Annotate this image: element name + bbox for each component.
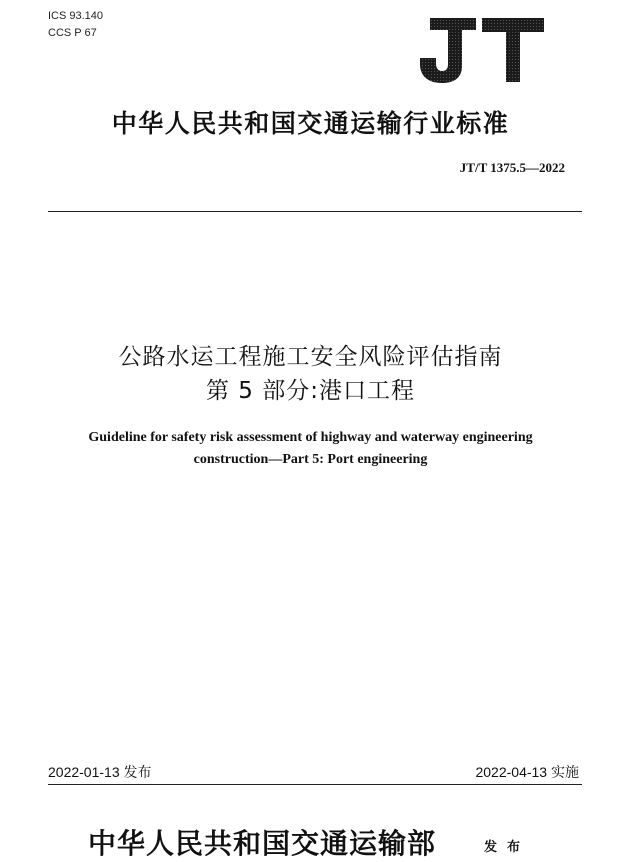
publisher-suffix: 发布: [484, 840, 531, 855]
title-en-line1: Guideline for safety risk assessment of highway and waterway engineering: [88, 430, 533, 445]
jt-logo-text: JT: [418, 16, 419, 17]
ccs-code: CCS P 67: [48, 27, 97, 39]
publisher-name: 中华人民共和国交通运输部: [88, 827, 437, 860]
title-cn-line2: 第 5 部分:港口工程: [205, 378, 415, 404]
ics-code: ICS 93.140: [48, 10, 104, 22]
classification-codes: [48, 8, 103, 42]
footer-divider: [48, 784, 582, 785]
implementation-date: 2022-04-13 实施: [475, 764, 579, 780]
header-divider: [48, 211, 582, 212]
title-cn-line1: 公路水运工程施工安全风险评估指南: [118, 344, 503, 370]
issue-date: 2022-01-13 发布: [48, 764, 152, 780]
title-en-line2: construction—Part 5: Port engineering: [193, 452, 428, 467]
standard-number: JT/T 1375.5—2022: [459, 160, 565, 175]
jt-logo: [418, 16, 546, 84]
issuing-authority: 中华人民共和国交通运输行业标准: [111, 109, 510, 138]
